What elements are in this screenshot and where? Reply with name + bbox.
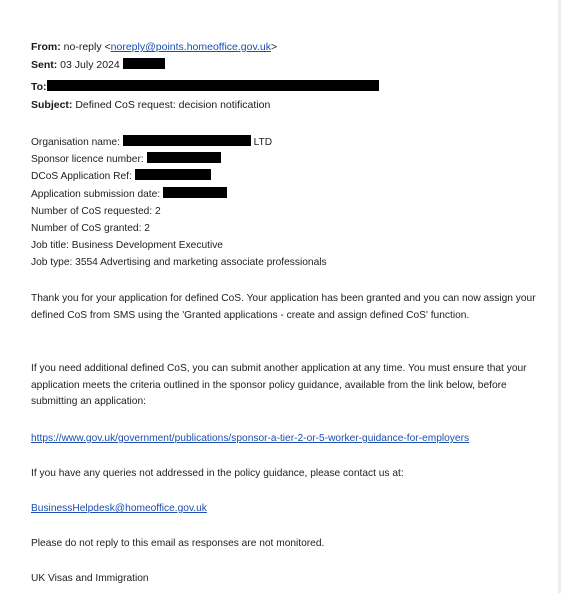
paragraph-granted: Thank you for your application for defined CoS. Your application has been granted and you can now assign your defined CoS from SMS using the 'Granted applications - create and assign defined CoS' function. [31, 293, 536, 321]
job-type-line: Job type: 3554 Advertising and marketing associate professionals [31, 257, 327, 269]
signoff: UK Visas and Immigration [31, 573, 149, 584]
org-label: Organisation name: [31, 137, 120, 148]
application-details [31, 134, 549, 272]
redaction-org [123, 135, 251, 146]
subject-value: Defined CoS request: decision notification [75, 99, 271, 111]
licence-label: Sponsor licence number: [31, 154, 144, 166]
org-suffix: LTD [253, 137, 273, 148]
sent-label: Sent: [31, 59, 58, 71]
paragraph-additional: If you need additional defined CoS, you can submit another application at any time. You must ensure that your application meets the criteria outlined in the sponsor policy guidance, available from the link below, before submitting an application: [31, 363, 527, 407]
redaction-ref [135, 169, 211, 180]
ref-label: DCoS Application Ref: [31, 171, 132, 183]
to-line [31, 80, 379, 94]
redaction-sent-time [123, 58, 165, 69]
helpdesk-email-link[interactable]: BusinessHelpdesk@homeoffice.gov.uk [31, 503, 207, 514]
from-line: From: no-reply <noreply@points.homeoffice.gov.uk> [31, 41, 278, 53]
job-title-line: Job title: Business Development Executive [31, 240, 223, 252]
licence-line [31, 151, 549, 168]
from-label: From: [31, 41, 61, 53]
granted-line: Number of CoS granted: 2 [31, 222, 150, 234]
to-label: To: [31, 81, 47, 93]
paragraph-no-reply: Please do not reply to this email as responses are not monitored. [31, 538, 325, 549]
date-label: Application submission date: [31, 188, 161, 200]
paragraph-queries: If you have any queries not addressed in the policy guidance, please contact us at: [31, 468, 404, 479]
redaction-licence [147, 152, 221, 163]
redaction-date [163, 187, 227, 198]
date-line [31, 186, 549, 203]
subject-line [31, 98, 270, 112]
subject-label: Subject: [31, 99, 73, 111]
guidance-link[interactable]: https://www.gov.uk/government/publications/sponsor-a-tier-2-or-5-worker-guidance-for-employers [31, 433, 470, 444]
requested-line: Number of CoS requested: 2 [31, 205, 161, 217]
ref-line [31, 168, 549, 185]
sent-value: 03 July 2024 [60, 59, 120, 71]
sent-line [31, 58, 165, 72]
redaction-recipient [47, 80, 379, 91]
org-line [31, 134, 549, 151]
from-address-link[interactable]: noreply@points.homeoffice.gov.uk [110, 41, 271, 53]
from-name: no-reply [63, 41, 102, 53]
